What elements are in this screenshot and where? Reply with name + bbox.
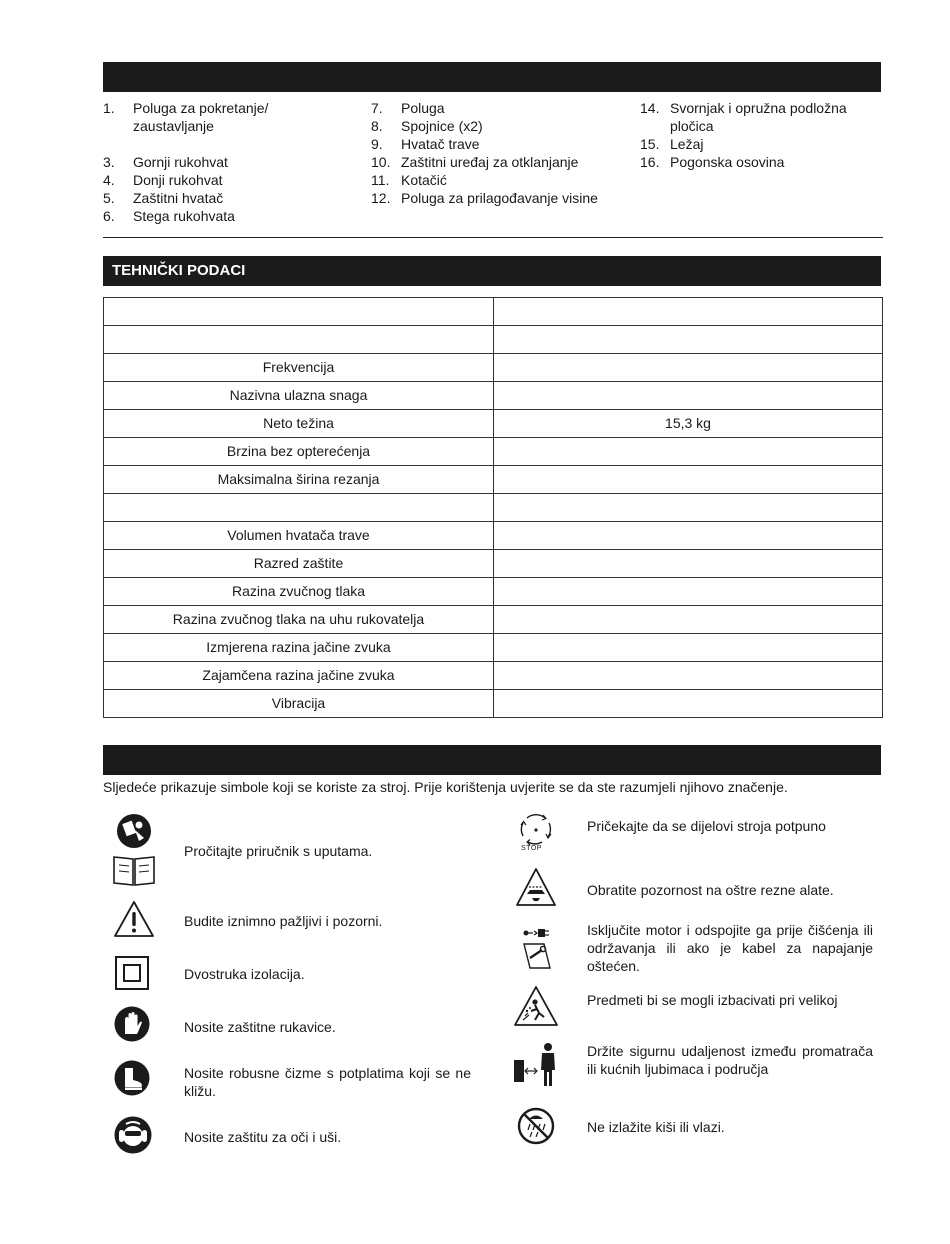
unplug-icon — [518, 922, 554, 973]
parts-header-bar — [103, 62, 881, 92]
spec-label: Razred zaštite — [104, 550, 494, 578]
list-item: 14. Svornjak i opružna podložna pločica — [640, 100, 847, 134]
table-row — [104, 326, 883, 354]
symbol-text: Dvostruka izolacija. — [184, 966, 305, 982]
list-item: 16. Pogonska osovina — [640, 154, 785, 170]
list-item: 3. Gornji rukohvat — [103, 154, 228, 170]
table-row — [104, 606, 883, 634]
parts-column-3 — [640, 99, 880, 171]
list-item: 5. Zaštitni hvatač — [103, 190, 224, 206]
spec-value — [494, 606, 883, 634]
spec-value — [494, 354, 883, 382]
list-item: 11. Kotačić — [371, 172, 447, 188]
table-row — [104, 410, 883, 438]
manual-icon — [111, 813, 157, 890]
spec-value — [494, 662, 883, 690]
list-item: 8. Spojnice (x2) — [371, 118, 483, 134]
spec-value — [494, 634, 883, 662]
gloves-icon — [114, 1006, 150, 1045]
table-row — [104, 578, 883, 606]
list-item: 10. Zaštitni uređaj za otklanjanje — [371, 154, 579, 170]
tech-title: TEHNIČKI PODACI — [112, 262, 246, 279]
table-row — [104, 298, 883, 326]
table-row — [104, 522, 883, 550]
spec-value: 15,3 kg — [494, 410, 883, 438]
list-item: 9. Hvatač trave — [371, 136, 480, 152]
symbol-text: Budite iznimno pažljivi i pozorni. — [184, 913, 383, 929]
list-item: 4. Donji rukohvat — [103, 172, 223, 188]
list-item: 7. Poluga — [371, 100, 445, 116]
list-item: 12. Poluga za prilagođavanje visine — [371, 190, 598, 206]
spec-label: Frekvencija — [104, 354, 494, 382]
table-row — [104, 634, 883, 662]
spec-label: Razina zvučnog tlaka na uhu rukovatelja — [104, 606, 494, 634]
eye-ear-protection-icon — [114, 1116, 152, 1157]
spec-value — [494, 438, 883, 466]
list-item: 1. Poluga za pokretanje/ zaustavljanje — [103, 100, 269, 134]
table-row — [104, 662, 883, 690]
symbol-text: Nosite robusne čizme s potplatima koji se ne kližu. — [184, 1065, 471, 1099]
spec-value — [494, 326, 883, 354]
parts-column-2 — [371, 99, 631, 207]
section-divider — [103, 237, 883, 238]
sharp-blade-icon — [515, 867, 557, 910]
spec-value — [494, 522, 883, 550]
symbol-text: Nosite zaštitne rukavice. — [184, 1019, 336, 1035]
spec-label: Vibracija — [104, 690, 494, 718]
warning-icon — [113, 900, 155, 941]
spec-label: Razina zvučnog tlaka — [104, 578, 494, 606]
symbol-text: Predmeti bi se mogli izbacivati pri velikoj — [587, 992, 838, 1008]
spec-label: Nazivna ulazna snaga — [104, 382, 494, 410]
symbols-header-bar — [103, 745, 881, 775]
boots-icon — [114, 1060, 150, 1099]
spec-value — [494, 690, 883, 718]
symbol-text: Pročitajte priručnik s uputama. — [184, 843, 373, 859]
table-row — [104, 466, 883, 494]
symbols-intro: Sljedeće prikazuje simbole koji se koriste za stroj. Prije korištenja uvjerite se da ste razumjeli njihovo značenje. — [103, 779, 788, 795]
symbol-text: Ne izlažite kiši ili vlazi. — [587, 1119, 725, 1135]
spec-label: Brzina bez opterećenja — [104, 438, 494, 466]
spec-label — [104, 326, 494, 354]
thrown-objects-icon — [513, 985, 559, 1030]
spec-value — [494, 382, 883, 410]
table-row — [104, 354, 883, 382]
spec-label — [104, 494, 494, 522]
list-item: 15. Ležaj — [640, 136, 704, 152]
symbol-text: Isključite motor i odspojite ga prije čišćenja ili održavanja ili ako je kabel za napajanje oštećen. — [587, 922, 873, 974]
safe-distance-icon — [512, 1042, 560, 1091]
table-row — [104, 550, 883, 578]
spec-label: Neto težina — [104, 410, 494, 438]
spec-value — [494, 494, 883, 522]
table-row — [104, 690, 883, 718]
spec-value — [494, 298, 883, 326]
symbol-text: Obratite pozornost na oštre rezne alate. — [587, 882, 834, 898]
parts-column-1 — [103, 99, 353, 225]
table-row — [104, 438, 883, 466]
spec-value — [494, 466, 883, 494]
spec-label: Maksimalna širina rezanja — [104, 466, 494, 494]
table-row — [104, 494, 883, 522]
spec-label: Izmjerena razina jačine zvuka — [104, 634, 494, 662]
spec-label: Volumen hvatača trave — [104, 522, 494, 550]
tech-table — [103, 297, 883, 718]
tech-header-bar — [103, 256, 881, 286]
table-row — [104, 382, 883, 410]
spec-value — [494, 578, 883, 606]
stop-label: STOP — [521, 845, 542, 852]
symbol-text: Pričekajte da se dijelovi stroja potpuno — [587, 818, 826, 834]
spec-label — [104, 298, 494, 326]
symbol-text: Nosite zaštitu za oči i uši. — [184, 1129, 342, 1145]
no-rain-icon — [517, 1107, 555, 1148]
double-insulation-icon — [115, 956, 149, 993]
spec-label: Zajamčena razina jačine zvuka — [104, 662, 494, 690]
spec-value — [494, 550, 883, 578]
list-item: 6. Stega rukohvata — [103, 208, 235, 224]
symbol-text: Držite sigurnu udaljenost između promatrača ili kućnih ljubimaca i područja — [587, 1043, 873, 1077]
